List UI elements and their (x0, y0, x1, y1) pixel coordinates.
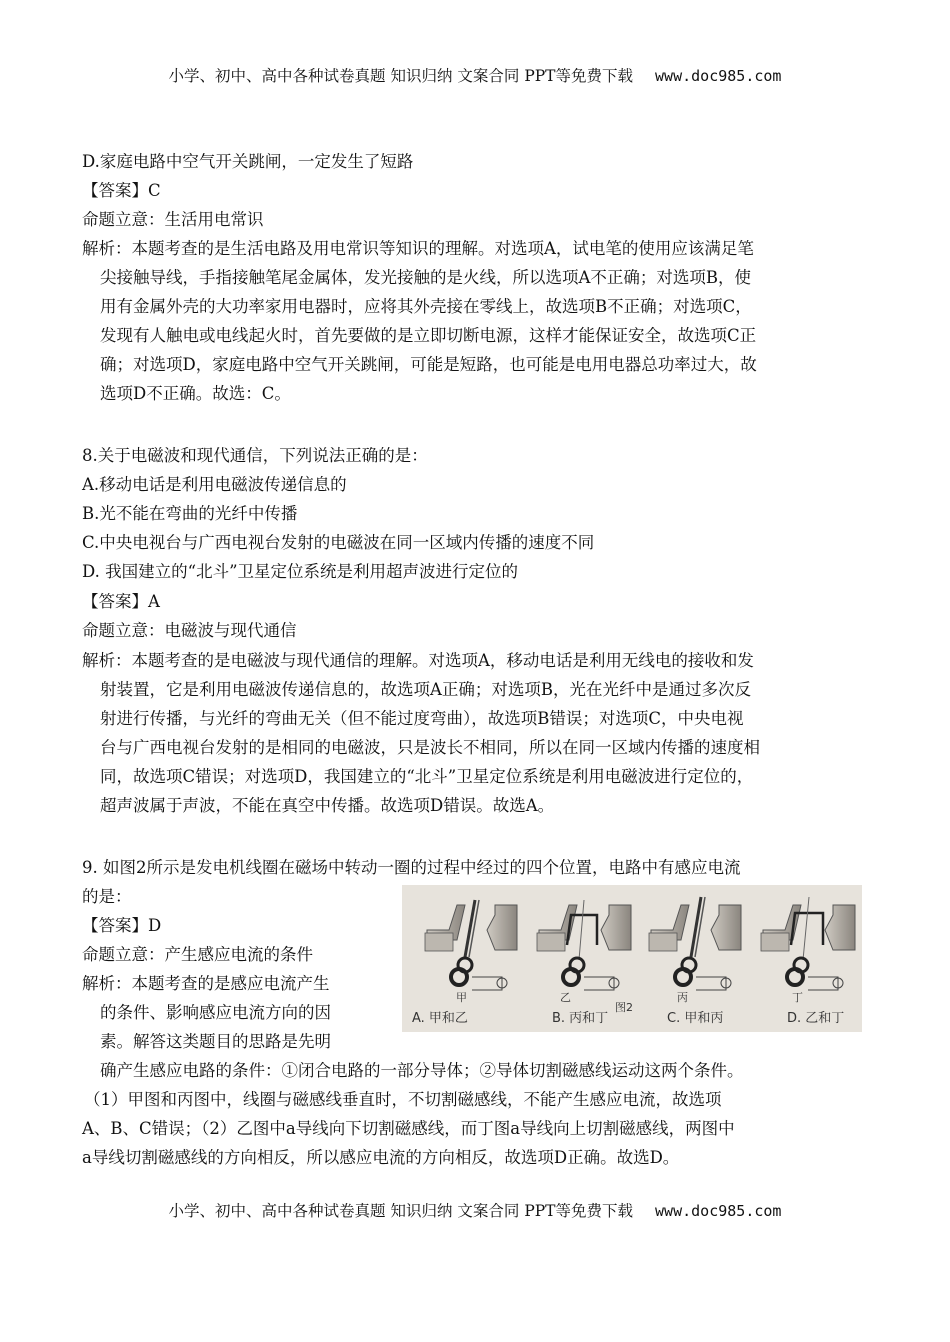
figure-option-c: C. 甲和丙 (667, 1011, 724, 1026)
q9-answer: 【答案】D (82, 916, 162, 935)
page-footer (0, 1199, 950, 1221)
q7-analysis-line: 选项D不正确。故选：C。 (100, 384, 291, 403)
q9-analysis-line: （1）甲图和丙图中，线圈与磁感线垂直时，不切割磁感线，不能产生感应电流，故选项 (84, 1090, 722, 1109)
q8-analysis-line: 射装置，它是利用电磁波传递信息的，故选项A正确；对选项B，光在光纤中是通过多次反 (100, 680, 752, 699)
footer-text: 小学、初中、高中各种试卷真题 知识归纳 文案合同 PPT等免费下载 (168, 1202, 634, 1220)
q7-intent: 命题立意：生活用电常识 (82, 210, 264, 229)
figure-generator-coil (402, 885, 862, 1032)
q8-analysis-line: 超声波属于声波，不能在真空中传播。故选项D错误。故选A。 (100, 796, 555, 815)
header-text: 小学、初中、高中各种试卷真题 知识归纳 文案合同 PPT等免费下载 (168, 67, 634, 85)
header-url[interactable]: www.doc985.com (655, 67, 782, 85)
q8-analysis-line: 射进行传播，与光纤的弯曲无关（但不能过度弯曲），故选项B错误；对选项C，中央电视 (100, 709, 744, 728)
q8-analysis-line: 台与广西电视台发射的是相同的电磁波，只是波长不相同，所以在同一区域内传播的速度相 (100, 738, 760, 757)
panel-label-bing: 丙 (677, 991, 688, 1004)
q9-stem-cont: 的是： (82, 887, 132, 906)
q8-intent: 命题立意：电磁波与现代通信 (82, 621, 297, 640)
figure-option-d: D. 乙和丁 (787, 1011, 845, 1026)
q8-stem: 8.关于电磁波和现代通信，下列说法正确的是： (82, 446, 428, 465)
q9-analysis-line: a导线切割磁感线的方向相反，所以感应电流的方向相反，故选项D正确。故选D。 (82, 1148, 680, 1167)
q9-analysis-line: A、B、C错误；（2）乙图中a导线向下切割磁感线，而丁图a导线向上切割磁感线，两图中 (82, 1119, 735, 1138)
q7-analysis-line: 发现有人触电或电线起火时，首先要做的是立即切断电源，这样才能保证安全，故选项C正 (100, 326, 757, 345)
panel-label-ding: 丁 (792, 991, 803, 1004)
q7-option-d: D.家庭电路中空气开关跳闸，一定发生了短路 (82, 152, 414, 171)
q7-analysis-line: 解析：本题考查的是生活电路及用电常识等知识的理解。对选项A，试电笔的使用应该满足笔 (82, 239, 754, 258)
q9-analysis-line: 的条件、影响感应电流方向的因 (100, 1003, 331, 1022)
q9-stem: 9. 如图2所示是发电机线圈在磁场中转动一圈的过程中经过的四个位置，电路中有感应电流 (82, 858, 741, 877)
q7-analysis-line: 尖接触导线，手指接触笔尾金属体，发光接触的是火线，所以选项A不正确；对选项B，使 (100, 268, 752, 287)
q9-analysis-line: 解析：本题考查的是感应电流产生 (82, 974, 330, 993)
q8-answer: 【答案】A (82, 592, 160, 611)
q8-option-d: D. 我国建立的“北斗”卫星定位系统是利用超声波进行定位的 (82, 562, 519, 581)
q8-option-b: B.光不能在弯曲的光纤中传播 (82, 504, 298, 523)
footer-url[interactable]: www.doc985.com (655, 1202, 782, 1220)
q9-analysis-line: 确产生感应电路的条件：①闭合电路的一部分导体；②导体切割磁感线运动这两个条件。 (100, 1061, 744, 1080)
figure-option-a: A. 甲和乙 (412, 1011, 468, 1026)
q8-analysis-line: 解析：本题考查的是电磁波与现代通信的理解。对选项A，移动电话是利用无线电的接收和发 (82, 651, 754, 670)
page-header (0, 64, 950, 86)
q8-analysis-line: 同，故选项C错误；对选项D，我国建立的“北斗”卫星定位系统是利用电磁波进行定位的， (100, 767, 754, 786)
q9-intent: 命题立意：产生感应电流的条件 (82, 945, 313, 964)
q8-option-a: A.移动电话是利用电磁波传递信息的 (82, 475, 347, 494)
panel-label-jia: 甲 (456, 991, 467, 1004)
q7-answer: 【答案】C (82, 181, 161, 200)
q7-analysis-line: 确；对选项D，家庭电路中空气开关跳闸，可能是短路，也可能是电用电器总功率过大，故 (100, 355, 757, 374)
q7-analysis-line: 用有金属外壳的大功率家用电器时，应将其外壳接在零线上，故选项B不正确；对选项C， (100, 297, 752, 316)
q8-option-c: C.中央电视台与广西电视台发射的电磁波在同一区域内传播的速度不同 (82, 533, 595, 552)
panel-label-yi: 乙 (560, 991, 571, 1004)
figure-option-b: B. 丙和丁 (552, 1011, 609, 1026)
figure-caption: 图2 (615, 1001, 633, 1014)
q9-analysis-line: 素。解答这类题目的思路是先明 (100, 1032, 331, 1051)
